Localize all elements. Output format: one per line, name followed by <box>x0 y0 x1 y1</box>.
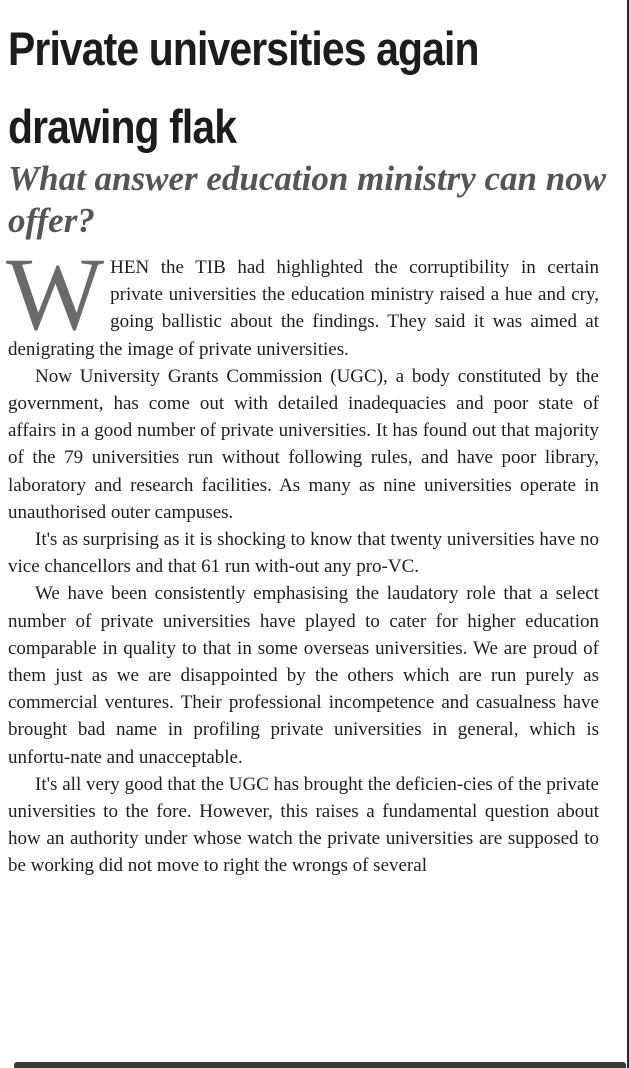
article-paragraph-3: It's as surprising as it is shocking to know that twenty universities have no vice chancellors and that 61 run with-out any pro-VC. <box>8 529 599 578</box>
bottom-edge-rule <box>14 1062 626 1068</box>
article-headline: Private universities again drawing flak <box>8 22 479 153</box>
paragraph-1-text: HEN the TIB had highlighted the corruptibility in certain private universities the education ministry raised a hue and cry, going ballistic about the findings. They said it was aimed at denigrating the image of private universities. <box>8 257 599 360</box>
drop-cap: W <box>6 237 105 352</box>
article-paragraph-2: Now University Grants Commission (UGC), a body constituted by the government, has come out with detailed inadequacies and poor state of affairs in a good number of private universities. It has found out that majority of the 79 universities run without following rules, and have poor library, laboratory and research facilities. As many as nine universities operate in unauthorised outer campuses. <box>8 365 599 523</box>
article-paragraph-5: It's all very good that the UGC has brought the deficien-cies of the private universities to the fore. However, this raises a fundamental question about how an authority under whose watch the private universities are supposed to be working did not move to right the wrongs of several <box>8 773 599 877</box>
article-paragraph-4: We have been consistently emphasising the laudatory role that a select number of private universities have played to cater for higher education comparable in quality to that in some overseas universities. We are proud of them just as we are disappointed by the others which are run purely as commercial ventures. Their professional incompetence and casualness have brought bad name in profiling private universities in general, which is unfortu-nate and unacceptable. <box>8 583 599 768</box>
article-subheadline: What answer education ministry can now offer? <box>8 159 607 240</box>
article-body <box>6 237 599 880</box>
article-paragraph-1 <box>6 237 599 363</box>
